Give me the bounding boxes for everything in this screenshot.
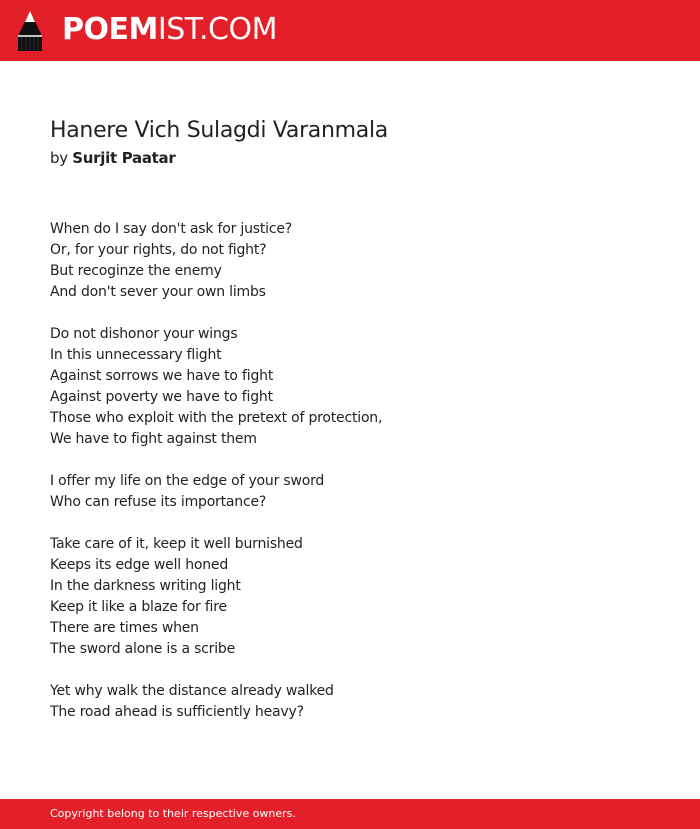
byline — [50, 147, 650, 169]
pencil-tip-icon[interactable] — [17, 10, 43, 52]
poem-line: Keep it like a blaze for fire — [50, 599, 227, 615]
site-header — [0, 0, 700, 61]
poem-line: Those who exploit with the pretext of protection, — [50, 410, 383, 426]
poem-stanza — [50, 534, 650, 660]
author-name: Surjit Paatar — [72, 149, 176, 167]
poem-line: But recoginze the enemy — [50, 263, 222, 279]
by-label: by — [50, 149, 68, 167]
poem-line: Yet why walk the distance already walked — [50, 683, 334, 699]
poem-title: Hanere Vich Sulagdi Varanmala — [50, 118, 388, 143]
copyright-text: Copyright belong to their respective owners. — [50, 807, 296, 820]
logo-bold-text: POEM — [62, 12, 158, 47]
poem-line: Who can refuse its importance? — [50, 494, 267, 510]
poem-line: I offer my life on the edge of your sword — [50, 473, 325, 489]
logo-light-text: IST.COM — [157, 12, 277, 47]
poem-line: And don't sever your own limbs — [50, 284, 266, 300]
poem-line: Against sorrows we have to fight — [50, 368, 274, 384]
poem-line: When do I say don't ask for justice? — [50, 221, 292, 237]
poem-stanza — [50, 681, 650, 723]
site-footer — [0, 799, 700, 829]
poem-line: There are times when — [50, 620, 199, 636]
poem-body — [50, 219, 650, 723]
poem-stanza — [50, 219, 650, 303]
poem-stanza — [50, 324, 650, 450]
site-logo[interactable] — [62, 13, 277, 47]
poem-line: In this unnecessary flight — [50, 347, 222, 363]
poem-line: The road ahead is sufficiently heavy? — [50, 704, 304, 720]
poem-line: Take care of it, keep it well burnished — [50, 536, 303, 552]
poem-line: The sword alone is a scribe — [50, 641, 236, 657]
poem-stanza — [50, 471, 650, 513]
poem-line: In the darkness writing light — [50, 578, 241, 594]
poem-line: Against poverty we have to fight — [50, 389, 273, 405]
poem-content — [50, 116, 650, 744]
poem-line: Or, for your rights, do not fight? — [50, 242, 267, 258]
poem-line: We have to fight against them — [50, 431, 257, 447]
poem-line: Keeps its edge well honed — [50, 557, 229, 573]
poem-line: Do not dishonor your wings — [50, 326, 238, 342]
